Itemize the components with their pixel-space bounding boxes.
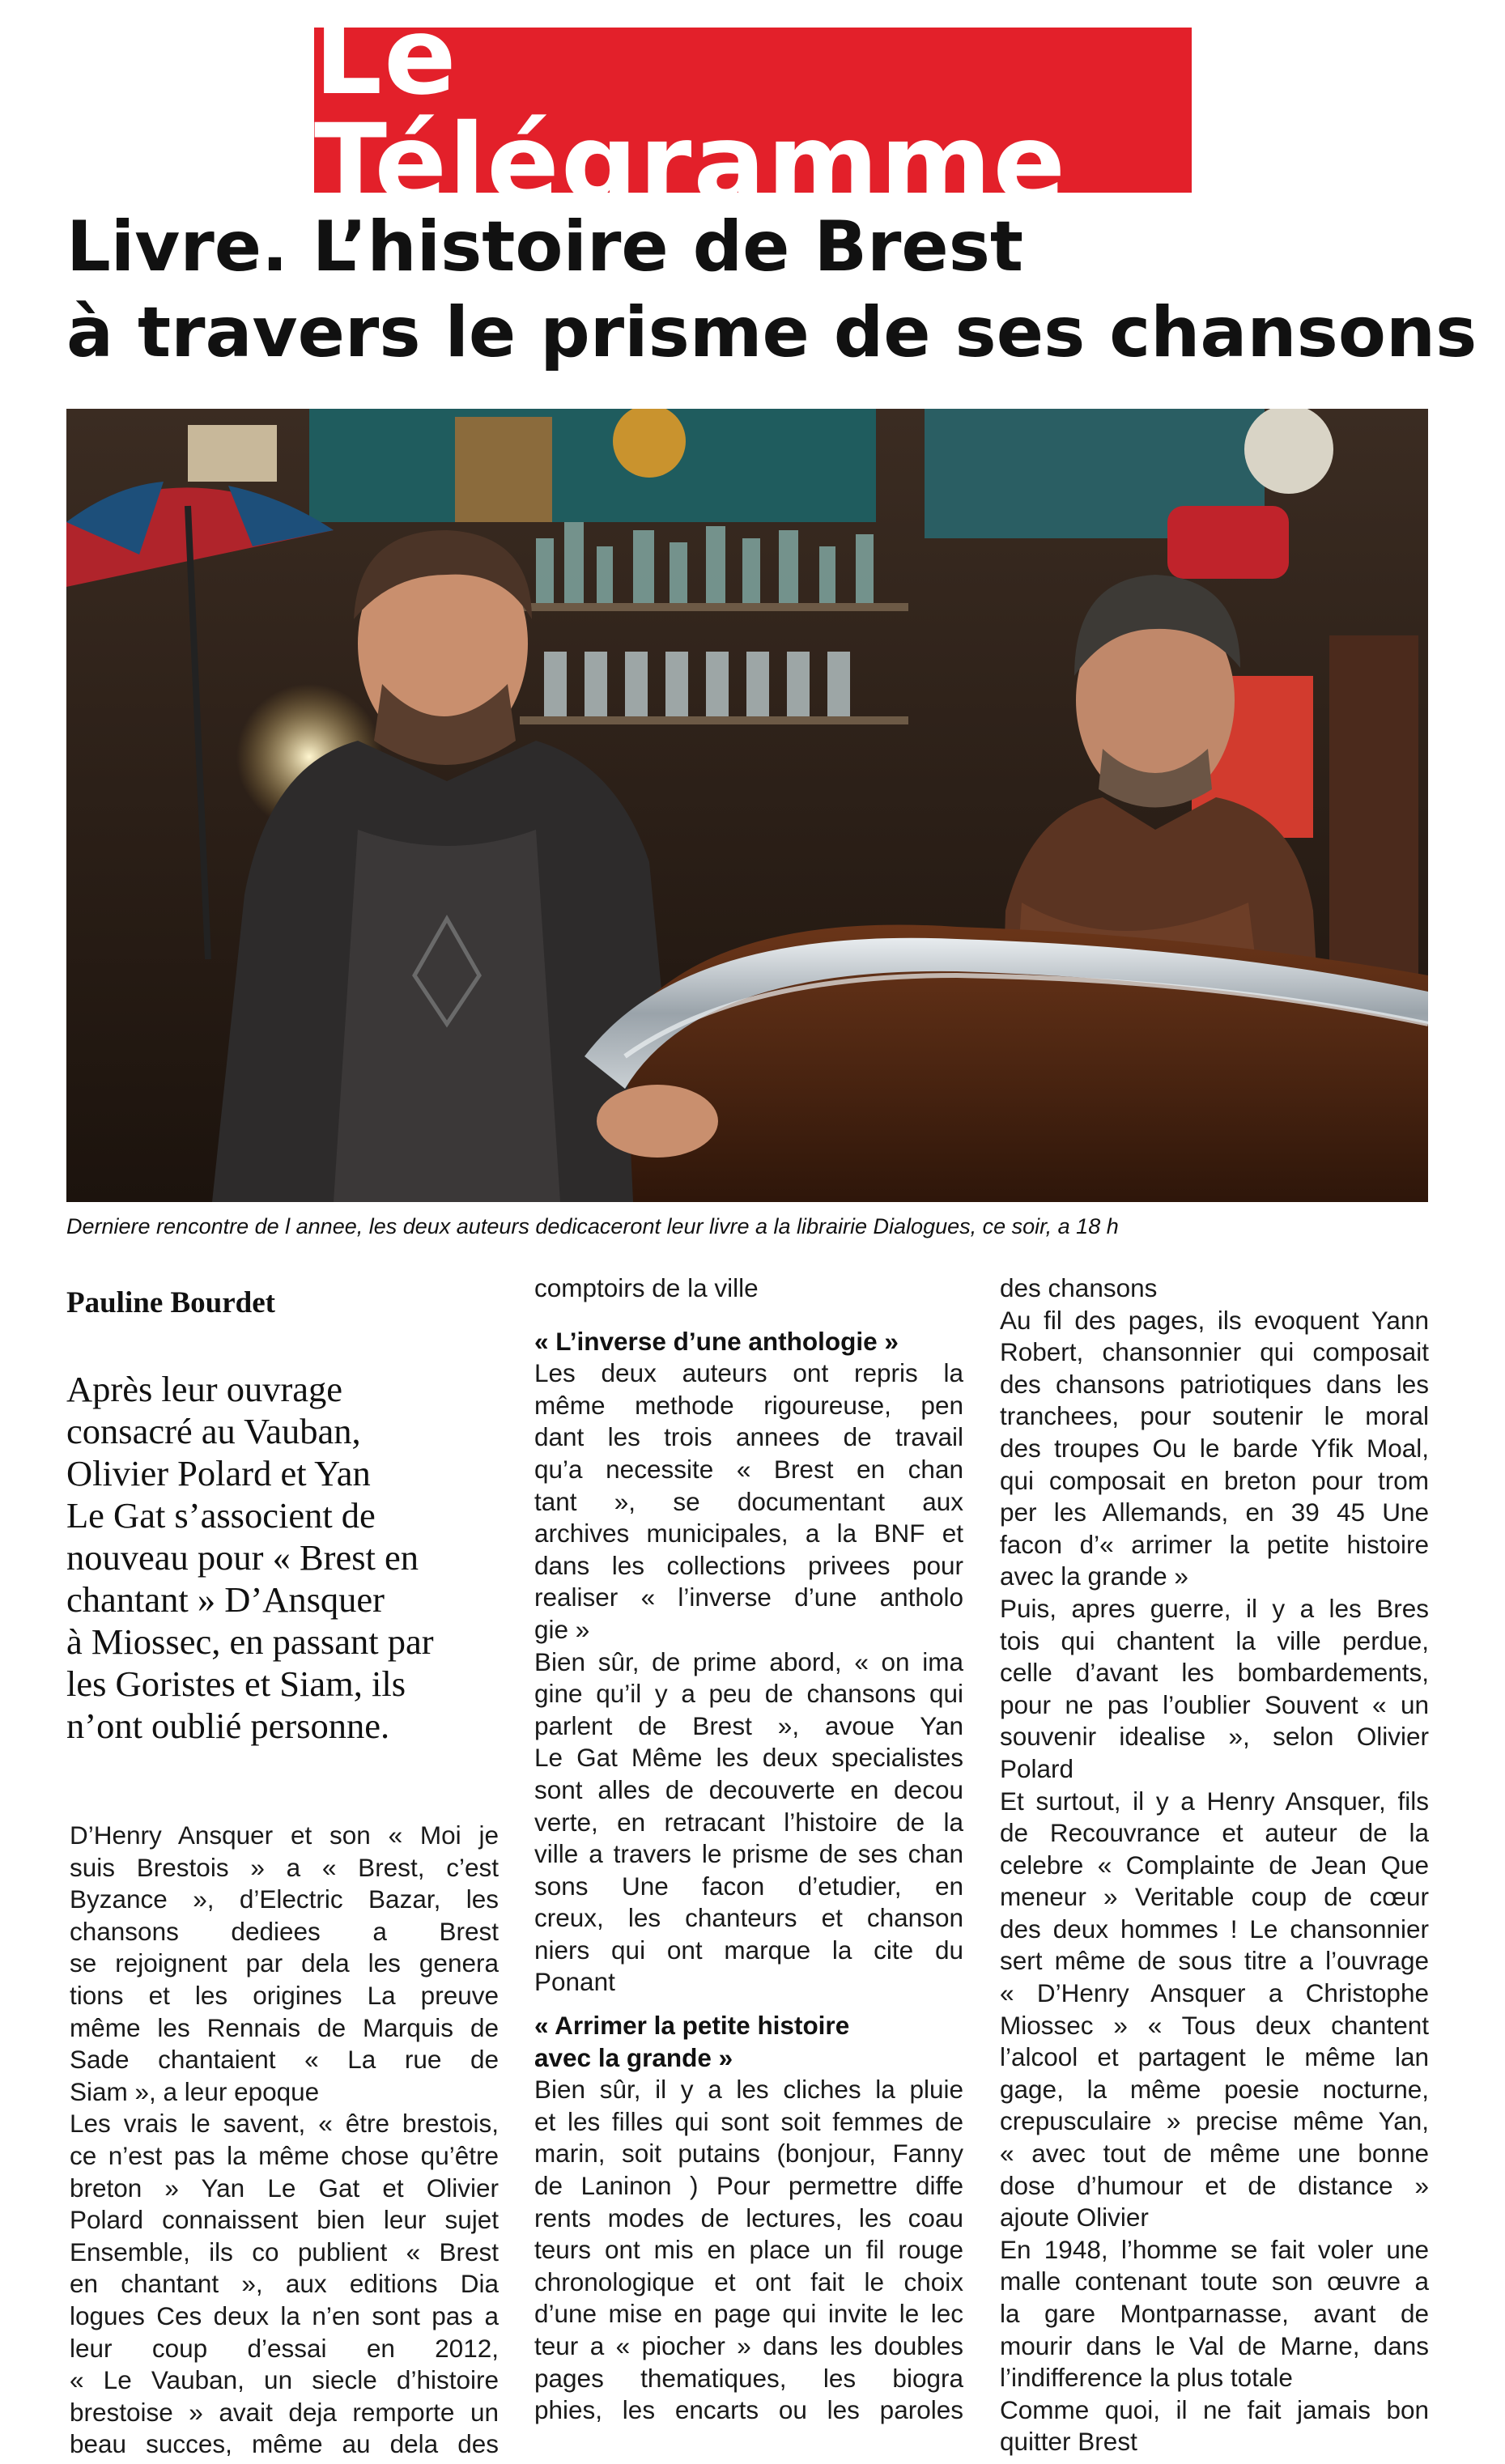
lead-line: les Goristes et Siam, ils xyxy=(66,1663,406,1704)
text-line: verte, en retracant l’histoire de la xyxy=(534,1807,963,1837)
text-line: Puis, apres guerre, il y a les Bres xyxy=(1000,1593,1429,1623)
headline-line: à travers le prisme de ses chansons xyxy=(66,292,1477,373)
article-column-2 xyxy=(534,1272,963,2427)
text-line: ville a travers le prisme de ses chan xyxy=(534,1839,963,1869)
subheading: avec la grande » xyxy=(534,2042,733,2072)
text-line: Ponant xyxy=(534,1967,615,1997)
text-line: facon d’« arrimer la petite histoire xyxy=(1000,1529,1429,1559)
text-line: Comme quoi, il ne fait jamais bon xyxy=(1000,2394,1429,2424)
text-line: tranchees, pour soutenir le moral xyxy=(1000,1401,1429,1431)
text-line: celle d’avant les bombardements, xyxy=(1000,1658,1429,1688)
headline xyxy=(66,204,1477,376)
text-line: en chantant », aux editions Dia xyxy=(70,2269,499,2299)
text-line: Bien sûr, de prime abord, « on ima xyxy=(534,1646,963,1676)
text-line: chronologique et ont fait le choix xyxy=(534,2266,963,2296)
lead-paragraph xyxy=(66,1368,500,1747)
text-line: Siam », a leur epoque xyxy=(70,2076,320,2106)
lead-line: consacré au Vauban, xyxy=(66,1411,361,1451)
text-line: ce n’est pas la même chose qu’être xyxy=(70,2140,499,2170)
article-column-3 xyxy=(1000,1272,1429,2458)
text-line: Au fil des pages, ils evoquent Yann xyxy=(1000,1305,1429,1335)
lead-line: n’ont oublié personne. xyxy=(66,1706,390,1746)
lead-line: chantant » D’Ansquer xyxy=(66,1579,385,1620)
lead-line: à Miossec, en passant par xyxy=(66,1621,434,1662)
lead-line: Olivier Polard et Yan xyxy=(66,1453,371,1493)
text-line: comptoirs de la ville xyxy=(534,1273,759,1302)
text-line: Byzance », d’Electric Bazar, les xyxy=(70,1884,499,1914)
text-line: Le Gat Même les deux specialistes xyxy=(534,1743,963,1773)
subheading: « L’inverse d’une anthologie » xyxy=(534,1326,899,1356)
text-line: leur coup d’essai en 2012, xyxy=(70,2333,499,2363)
article-photo xyxy=(66,409,1428,1202)
text-line: rents modes de lectures, les coau xyxy=(534,2203,963,2232)
lead-line: Le Gat s’associent de xyxy=(66,1495,376,1536)
text-line: dant les trois annees de travail xyxy=(534,1422,963,1452)
text-line: malle contenant toute son œuvre a xyxy=(1000,2266,1429,2296)
masthead-logo xyxy=(314,0,1192,226)
text-line: d’une mise en page qui invite le lec xyxy=(534,2299,963,2329)
text-line: D’Henry Ansquer et son « Moi je xyxy=(70,1820,499,1850)
text-line: des chansons xyxy=(1000,1273,1158,1302)
lead-line: Après leur ouvrage xyxy=(66,1369,343,1409)
text-line: mourir dans le Val de Marne, dans xyxy=(1000,2330,1429,2360)
text-line: quitter Brest xyxy=(1000,2427,1137,2457)
text-line: En 1948, l’homme se fait voler une xyxy=(1000,2234,1429,2264)
text-line: pages thematiques, les biogra xyxy=(534,2363,963,2393)
text-line: gage, la même poesie nocturne, xyxy=(1000,2074,1429,2104)
text-line: sert même de sous titre a l’ouvrage xyxy=(1000,1946,1429,1976)
text-line: chansons dediees a Brest xyxy=(70,1916,499,1946)
text-line: et les filles qui sont soit femmes de xyxy=(534,2106,963,2136)
text-line: archives municipales, a la BNF et xyxy=(534,1519,963,1548)
text-line: Ensemble, ils co publient « Brest xyxy=(70,2237,499,2266)
byline: Pauline Bourdet xyxy=(66,1286,275,1319)
text-line: qui composait en breton pour trom xyxy=(1000,1465,1429,1495)
text-line: beau succes, même au dela des xyxy=(70,2429,499,2459)
lead-line: nouveau pour « Brest en xyxy=(66,1537,419,1578)
text-line: crepusculaire » precise même Yan, xyxy=(1000,2106,1429,2136)
text-line: se rejoignent par dela les genera xyxy=(70,1948,499,1978)
text-line: même methode rigoureuse, pen xyxy=(534,1390,963,1420)
text-line: Miossec » « Tous deux chantent xyxy=(1000,2010,1429,2040)
text-line: sont alles de decouverte en decou xyxy=(534,1774,963,1804)
headline-line: Livre. L’histoire de Brest xyxy=(66,206,1024,287)
text-line: phies, les encarts ou les paroles xyxy=(534,2395,963,2425)
text-line: pour ne pas l’oublier Souvent « un xyxy=(1000,1689,1429,1719)
text-line: sons Une facon d’etudier, en xyxy=(534,1871,963,1901)
text-line: tions et les origines La preuve xyxy=(70,1980,499,2010)
text-line: marin, soit putains (bonjour, Fanny xyxy=(534,2139,963,2169)
text-line: la gare Montparnasse, avant de xyxy=(1000,2299,1429,2328)
text-line: « avec tout de même une bonne xyxy=(1000,2139,1429,2169)
text-line: niers qui ont marque la cite du xyxy=(534,1935,963,1965)
text-line: Et surtout, il y a Henry Ansquer, fils xyxy=(1000,1786,1429,1816)
text-line: « D’Henry Ansquer a Christophe xyxy=(1000,1978,1429,2008)
masthead-logo-text: Le Télégramme xyxy=(314,0,1068,226)
text-line: gie » xyxy=(534,1614,590,1644)
text-line: breton » Yan Le Gat et Olivier xyxy=(70,2173,499,2203)
text-line: brestoise » avait deja remporte un xyxy=(70,2397,499,2427)
article-column-1 xyxy=(70,1820,499,2461)
text-line: dans les collections privees pour xyxy=(534,1550,963,1580)
text-line: realiser « l’inverse d’une antholo xyxy=(534,1582,963,1612)
text-line: Polard xyxy=(1000,1753,1074,1783)
text-line: dose d’humour et de distance » xyxy=(1000,2170,1429,2200)
photo-caption: Derniere rencontre de l annee, les deux auteurs dedicaceront leur livre a la librairie Dialogues, ce soir, a 18 h xyxy=(66,1214,1119,1238)
text-line: ajoute Olivier xyxy=(1000,2203,1149,2232)
text-line: teurs ont mis en place un fil rouge xyxy=(534,2235,963,2265)
text-line: Bien sûr, il y a les cliches la pluie xyxy=(534,2075,963,2105)
text-line: tois qui chantent la ville perdue, xyxy=(1000,1625,1429,1655)
text-line: souvenir idealise », selon Olivier xyxy=(1000,1722,1429,1752)
text-line: « Le Vauban, un siecle d’histoire xyxy=(70,2365,499,2395)
text-line: creux, les chanteurs et chanson xyxy=(534,1903,963,1933)
text-line: de Laninon ) Pour permettre diffe xyxy=(534,2171,963,2201)
text-line: l’indifference la plus totale xyxy=(1000,2363,1293,2393)
text-line: meneur » Veritable coup de cœur xyxy=(1000,1882,1429,1912)
text-line: des troupes Ou le barde Yfik Moal, xyxy=(1000,1433,1429,1463)
text-line: teur a « piocher » dans les doubles xyxy=(534,2331,963,2360)
text-line: avec la grande » xyxy=(1000,1561,1188,1591)
text-line: suis Brestois » a « Brest, c’est xyxy=(70,1852,499,1882)
text-line: de Recouvrance et auteur de la xyxy=(1000,1818,1429,1848)
text-line: Les deux auteurs ont repris la xyxy=(534,1358,963,1388)
text-line: Les vrais le savent, « être brestois, xyxy=(70,2109,499,2139)
text-line: parlent de Brest », avoue Yan xyxy=(534,1710,963,1740)
text-line: des deux hommes ! Le chansonnier xyxy=(1000,1914,1429,1944)
text-line: Sade chantaient « La rue de xyxy=(70,2045,499,2075)
text-line: tant », se documentant aux xyxy=(534,1486,963,1516)
text-line: gine qu’il y a peu de chansons qui xyxy=(534,1679,963,1709)
text-line: Polard connaissent bien leur sujet xyxy=(70,2205,499,2235)
text-line: celebre « Complainte de Jean Que xyxy=(1000,1850,1429,1880)
text-line: logues Ces deux la n’en sont pas a xyxy=(70,2300,499,2330)
text-line: l’alcool et partagent le même lan xyxy=(1000,2042,1429,2072)
text-line: Robert, chansonnier qui composait xyxy=(1000,1337,1429,1367)
subheading: « Arrimer la petite histoire xyxy=(534,2011,850,2041)
text-line: des chansons patriotiques dans les xyxy=(1000,1369,1429,1399)
text-line: per les Allemands, en 39 45 Une xyxy=(1000,1498,1429,1527)
text-line: qu’a necessite « Brest en chan xyxy=(534,1454,963,1484)
text-line: même les Rennais de Marquis de xyxy=(70,2012,499,2042)
